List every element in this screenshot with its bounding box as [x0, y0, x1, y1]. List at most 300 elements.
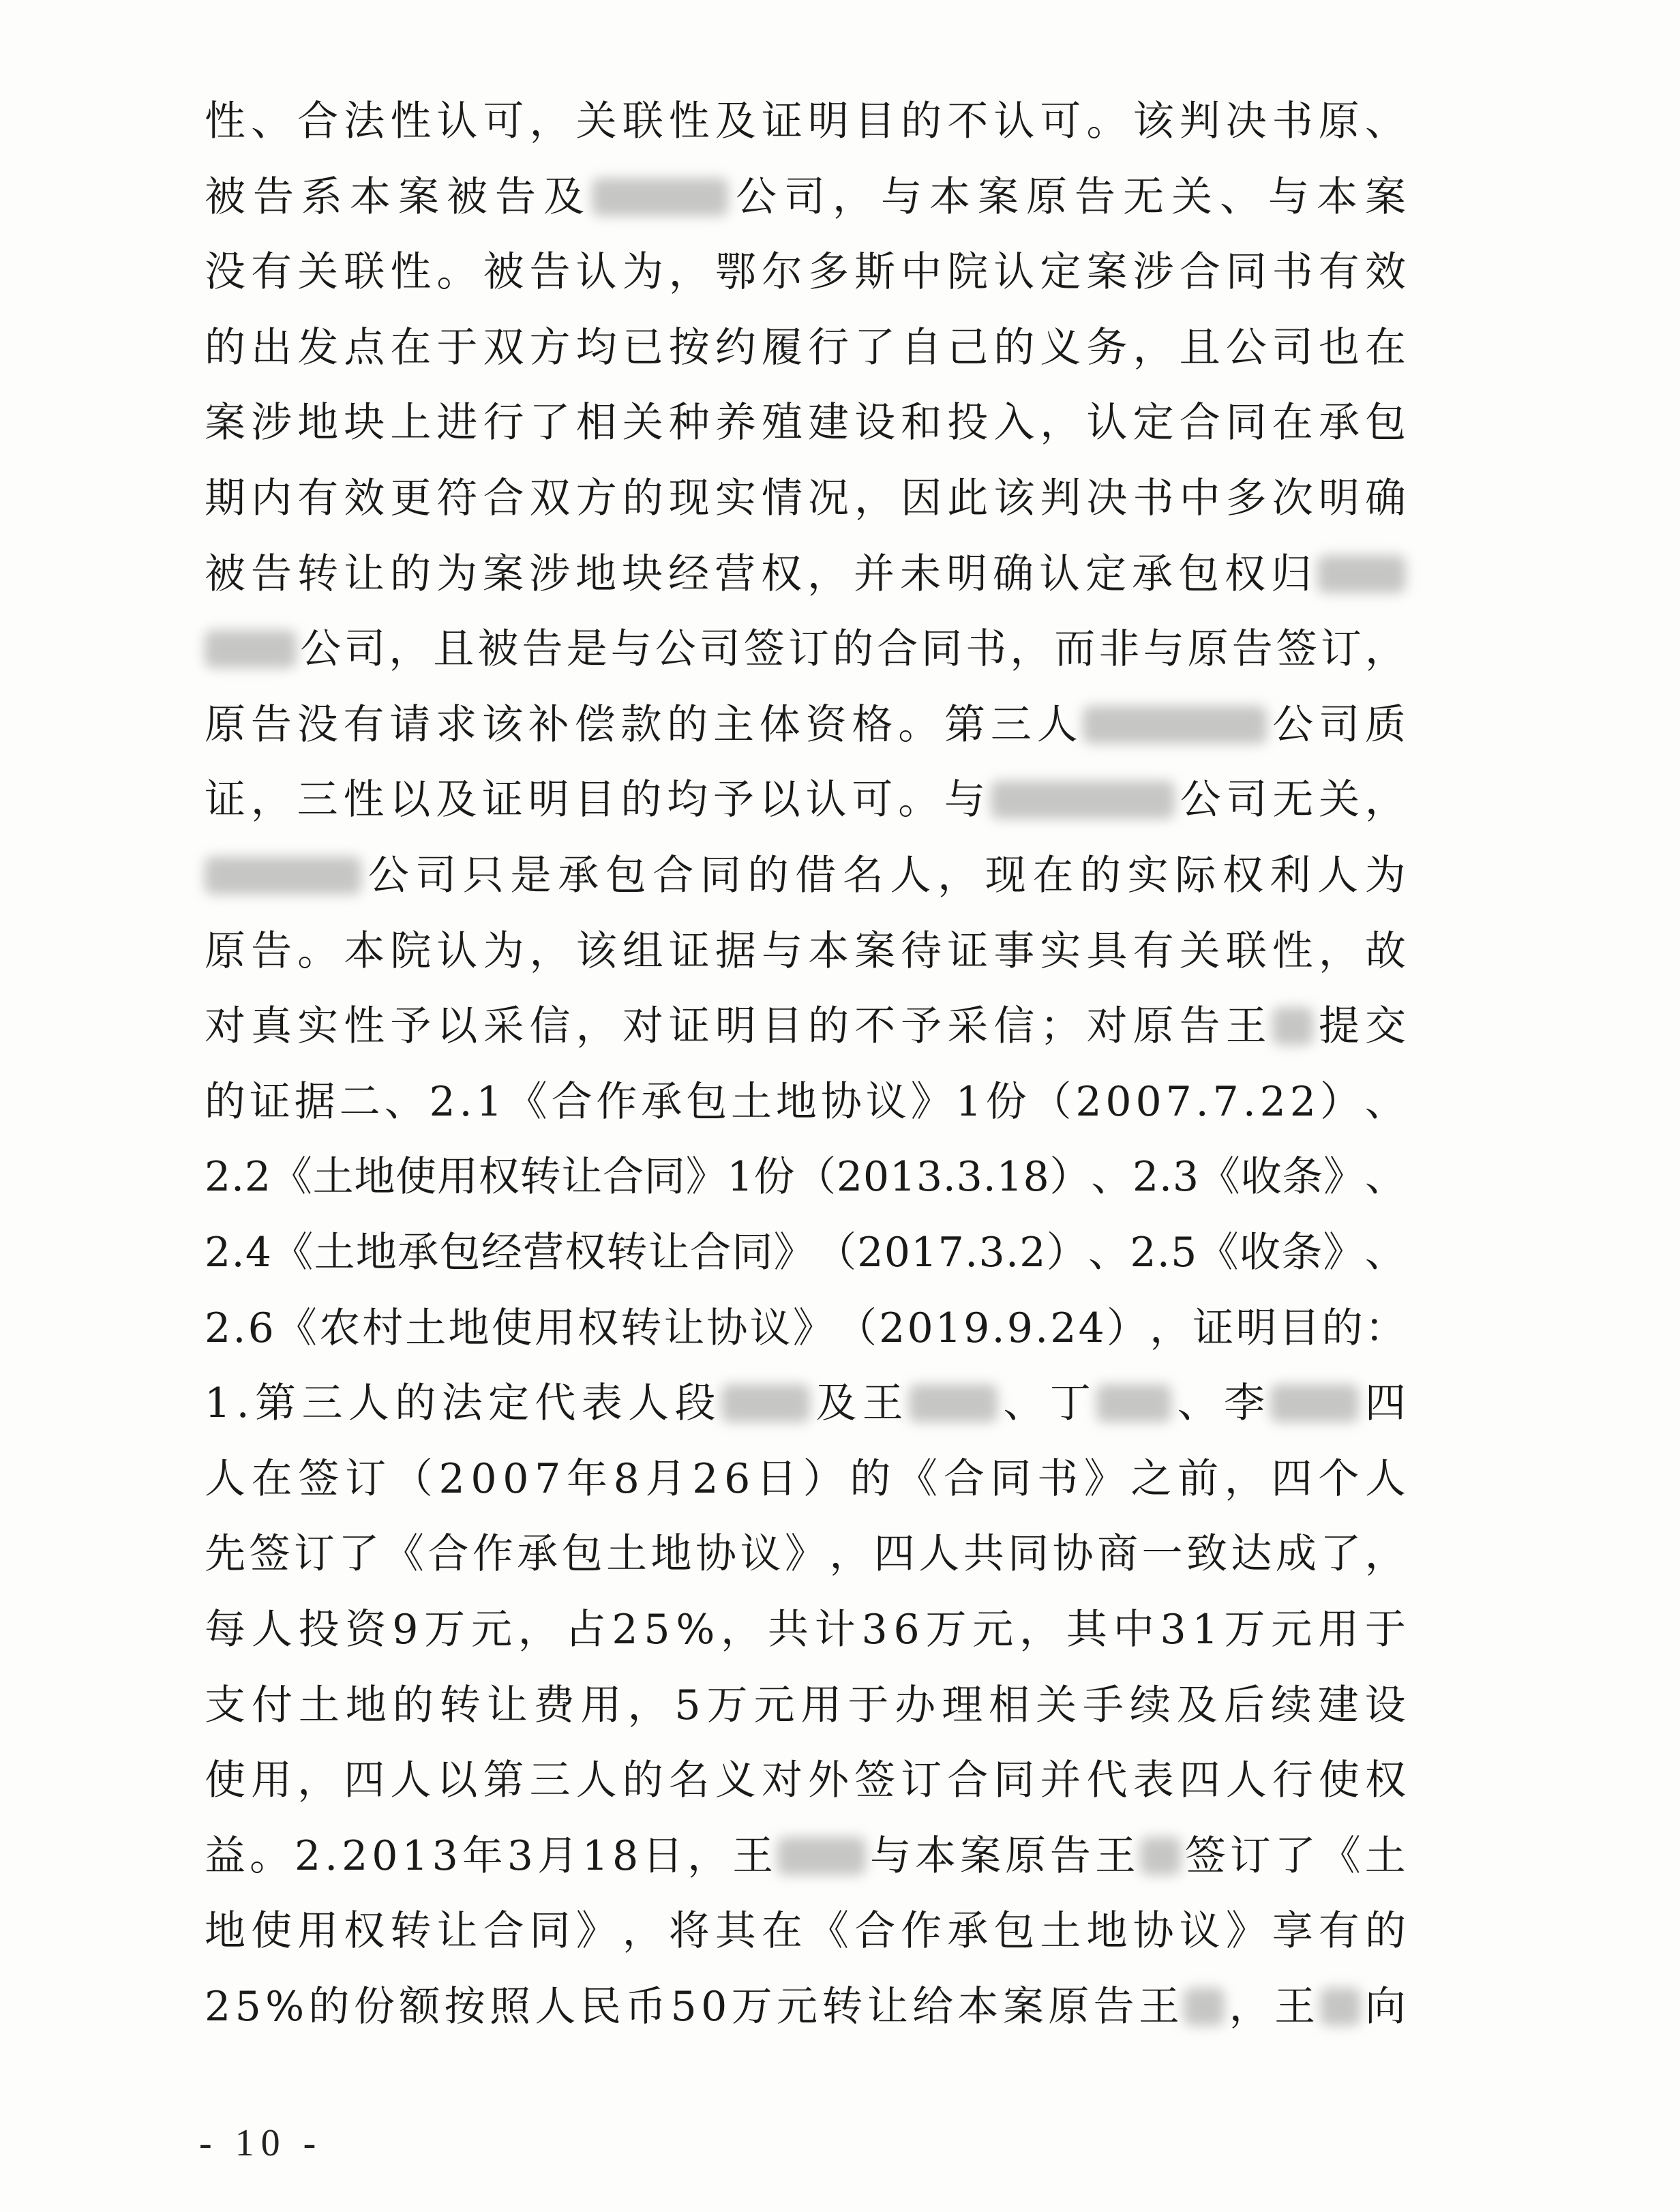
text-char: 用 — [436, 1153, 478, 1201]
text-char: 实 — [715, 475, 756, 522]
text-line — [205, 245, 1406, 299]
text-char: 及 — [715, 98, 756, 145]
text-char: . — [325, 1832, 338, 1880]
text-char: 行 — [1272, 1757, 1313, 1805]
text-char: 非 — [1098, 625, 1140, 674]
text-char: 系 — [301, 173, 342, 221]
text-char: 被 — [447, 173, 487, 221]
text-char: 明 — [1235, 1304, 1277, 1352]
text-char: 实 — [297, 1002, 339, 1051]
text-char: 1 — [935, 1304, 961, 1352]
text-char: 资 — [345, 1606, 387, 1654]
text-char: ， — [1364, 625, 1406, 674]
text-char: 期 — [205, 475, 245, 522]
text-char: 及 — [543, 173, 584, 221]
text-char: 已 — [622, 323, 663, 372]
text-char: 承 — [558, 852, 599, 899]
text-char: 投 — [298, 1606, 340, 1654]
text-char: ， — [1040, 399, 1081, 447]
text-char: 定 — [1085, 550, 1126, 598]
text-char: 的 — [1364, 1907, 1406, 1956]
text-char: 、 — [1364, 1077, 1406, 1126]
text-char: 订 — [1320, 625, 1362, 674]
text-char: 《 — [382, 1530, 424, 1579]
text-char: 认 — [805, 776, 847, 824]
text-char: 性 — [668, 98, 710, 145]
text-char: ， — [518, 1606, 559, 1654]
text-char: 养 — [715, 399, 756, 447]
text-char: （ — [815, 1229, 856, 1276]
text-char: 四 — [344, 1757, 385, 1805]
text-char: 符 — [436, 475, 478, 522]
text-char: 包 — [993, 1907, 1035, 1956]
redacted-name — [991, 781, 1175, 819]
text-char: 本 — [808, 927, 850, 975]
text-char: 为 — [1364, 852, 1406, 899]
text-char: 实 — [1040, 927, 1081, 975]
text-char: 7 — [937, 1229, 964, 1276]
text-char: 人 — [1364, 1454, 1406, 1503]
text-char: 第 — [944, 700, 985, 749]
text-char: 权 — [1225, 550, 1265, 598]
text-char: 双 — [529, 475, 571, 522]
text-char: （ — [1030, 1077, 1072, 1126]
text-char: 案 — [483, 550, 524, 598]
text-char: 表 — [581, 1379, 622, 1428]
text-char: 明 — [715, 1002, 756, 1051]
text-char: 行 — [808, 323, 850, 372]
text-char: 求 — [436, 700, 477, 749]
text-char: 5 — [1171, 1229, 1197, 1276]
text-line — [205, 547, 1406, 601]
text-char: 发 — [297, 323, 339, 372]
text-char: ） — [802, 1454, 844, 1503]
text-char: ， — [1150, 1304, 1191, 1352]
text-char: 信 — [529, 1002, 571, 1051]
text-char: 人 — [390, 1757, 432, 1805]
text-char: 合 — [877, 625, 918, 674]
text-char: 人 — [628, 1379, 670, 1428]
text-char: 及 — [436, 776, 477, 824]
text-char: 行 — [483, 399, 524, 447]
redacted-name — [1270, 1384, 1359, 1422]
text-char: 。 — [898, 776, 940, 824]
text-char: 原 — [1318, 98, 1360, 145]
text-char: 5 — [670, 1983, 697, 2031]
text-char: 使 — [395, 1153, 437, 1201]
text-char: 块 — [344, 399, 385, 447]
text-char: 使 — [205, 1757, 245, 1805]
text-char: 约 — [715, 323, 756, 372]
text-char: 目 — [854, 98, 896, 145]
text-char: 本 — [915, 1832, 957, 1880]
text-char: 万 — [925, 1606, 967, 1654]
text-char: 合 — [427, 1530, 469, 1579]
text-char: 名 — [668, 1757, 710, 1805]
text-char: 以 — [436, 1757, 478, 1805]
text-char: 3 — [507, 1832, 533, 1880]
text-char: 双 — [483, 323, 524, 372]
text-char: ， — [807, 550, 848, 598]
text-char: 代 — [535, 1379, 576, 1428]
text-char: 外 — [808, 1757, 850, 1805]
text-char: 日 — [642, 1832, 684, 1880]
text-char: 本 — [350, 173, 391, 221]
text-char: 证 — [1192, 1304, 1234, 1352]
text-char: 地 — [650, 1530, 692, 1579]
text-char: 原 — [1048, 1983, 1090, 2031]
text-char: 有 — [1318, 248, 1360, 297]
text-char: 。 — [1086, 98, 1128, 145]
text-char: . — [230, 1153, 245, 1201]
text-char: 是 — [510, 852, 552, 899]
text-char: 人 — [1317, 852, 1359, 899]
text-char: 院 — [390, 927, 432, 975]
text-char: 联 — [1225, 927, 1267, 975]
text-char: 的 — [667, 700, 708, 749]
text-char: 人 — [251, 1606, 292, 1654]
text-char: 包 — [439, 1229, 481, 1276]
text-char: 议 — [749, 1304, 791, 1352]
text-char: 性 — [1272, 927, 1313, 975]
text-char: 议 — [1179, 1907, 1220, 1956]
text-char: 1 — [955, 1077, 982, 1126]
text-char: 权 — [1222, 852, 1263, 899]
text-char: 的 — [1321, 1304, 1363, 1352]
text-char: 性 — [390, 98, 432, 145]
text-char: 证 — [668, 1002, 710, 1051]
text-char: 设 — [1364, 1681, 1406, 1729]
text-char: 人 — [918, 1530, 960, 1579]
text-char: 为 — [622, 248, 663, 297]
text-char: 个 — [1318, 1454, 1360, 1503]
text-char: 的 — [850, 1454, 891, 1503]
text-char: 相 — [989, 1681, 1030, 1729]
text-char: 据 — [294, 1077, 335, 1126]
text-char: 四 — [873, 1530, 915, 1579]
text-char: 向 — [1364, 1983, 1406, 2031]
text-char: 致 — [1186, 1530, 1227, 1579]
text-char: 1 — [889, 1153, 916, 1201]
text-char: 的 — [392, 1681, 434, 1729]
text-line — [205, 395, 1406, 450]
text-char: 认 — [993, 98, 1035, 145]
text-char: 条 — [1281, 1229, 1323, 1276]
text-char: 对 — [205, 1002, 245, 1051]
text-char: 人 — [1225, 1757, 1267, 1805]
text-char: 了 — [854, 323, 896, 372]
text-char: 3 — [1160, 1606, 1186, 1654]
text-char: 、 — [384, 1077, 425, 1126]
text-char: 认 — [1086, 399, 1128, 447]
text-char: 经 — [668, 550, 709, 598]
text-char: 》 — [1323, 1153, 1365, 1201]
text-char: 质 — [1364, 700, 1406, 749]
text-char: 2 — [1050, 1304, 1077, 1352]
text-char: 订 — [345, 1454, 387, 1503]
text-char: 了 — [1274, 1832, 1316, 1880]
text-char: 转 — [620, 1304, 662, 1352]
text-char: 1 — [911, 1229, 937, 1276]
text-char: 被 — [205, 173, 245, 221]
text-char: 真 — [251, 1002, 292, 1051]
text-char: 享 — [1272, 1907, 1313, 1956]
text-char: 0 — [907, 1304, 933, 1352]
text-char: 6 — [247, 1304, 274, 1352]
text-char: 实 — [1127, 852, 1169, 899]
text-char: ） — [1049, 1153, 1091, 1201]
text-char: 理 — [942, 1681, 983, 1729]
text-char: 将 — [668, 1907, 710, 1956]
text-char: 确 — [1364, 475, 1406, 522]
text-char: 此 — [947, 475, 989, 522]
text-char: 费 — [533, 1681, 575, 1729]
text-line — [205, 999, 1406, 1053]
text-char: 更 — [390, 475, 432, 522]
text-char: 民 — [580, 1983, 621, 2031]
text-char: 同 — [921, 625, 963, 674]
text-char: 告 — [250, 700, 292, 749]
text-char: 《 — [808, 1907, 850, 1956]
text-char: . — [942, 1153, 956, 1201]
text-char: 2 — [205, 1304, 231, 1352]
text-char: 3 — [432, 1832, 458, 1880]
text-char: 议 — [865, 1077, 907, 1126]
text-char: 书 — [1132, 475, 1174, 522]
text-char: 告 — [495, 173, 536, 221]
text-char: 均 — [667, 776, 708, 824]
text-char: 8 — [613, 1454, 640, 1503]
text-char: 地 — [575, 550, 616, 598]
text-char: 四 — [1364, 1379, 1406, 1428]
text-char: 法 — [441, 1379, 483, 1428]
text-char: 7 — [535, 1454, 561, 1503]
text-char: 月 — [645, 1454, 687, 1503]
text-char: 2 — [429, 1077, 455, 1126]
text-char: 证 — [205, 776, 245, 824]
text-char: 明 — [946, 550, 987, 598]
text-char: 涉 — [529, 550, 570, 598]
text-char: 该 — [481, 700, 523, 749]
text-char: 关 — [622, 399, 663, 447]
text-char: 没 — [205, 248, 245, 297]
text-char: 司 — [1319, 700, 1360, 749]
text-char: 请 — [389, 700, 431, 749]
text-char: ， — [1019, 1606, 1061, 1654]
text-char: . — [1005, 1229, 1019, 1276]
text-char: % — [265, 1983, 305, 2031]
text-char: 于 — [1364, 1606, 1406, 1654]
text-char: 2 — [205, 1229, 231, 1276]
text-char: 议 — [740, 1530, 781, 1579]
text-char: ， — [575, 1002, 617, 1051]
text-char: 7 — [1165, 1077, 1192, 1126]
text-char: 签 — [1184, 1832, 1226, 1880]
text-char: % — [676, 1606, 715, 1654]
text-char: 组 — [622, 927, 663, 975]
text-char: 相 — [575, 399, 617, 447]
text-char: 有 — [251, 248, 292, 297]
text-char: 份 — [353, 1983, 395, 2031]
text-char: 用 — [580, 1681, 622, 1729]
text-char: ， — [1010, 625, 1051, 674]
text-char: 村 — [362, 1304, 404, 1352]
text-char: 共 — [767, 1606, 809, 1654]
text-char: 用 — [534, 1304, 575, 1352]
text-char: 2 — [294, 1832, 321, 1880]
text-char: 现 — [668, 475, 710, 522]
text-char: 地 — [205, 1907, 245, 1956]
text-char: ； — [1040, 1002, 1081, 1051]
text-char: 原 — [1026, 173, 1067, 221]
text-char: 8 — [612, 1832, 639, 1880]
text-char: 照 — [490, 1983, 531, 2031]
text-char: 合 — [551, 1077, 592, 1126]
text-char: 合 — [1179, 399, 1220, 447]
text-char: 2 — [692, 1454, 719, 1503]
text-char: 元 — [753, 1681, 795, 1729]
text-char: 元 — [972, 1606, 1014, 1654]
text-char: 》 — [784, 1530, 826, 1579]
text-char: 关 — [1171, 173, 1212, 221]
text-char: 且 — [433, 625, 475, 674]
text-char: ， — [529, 98, 571, 145]
text-char: 以 — [389, 776, 431, 824]
text-char: 的 — [308, 1983, 350, 2031]
text-char: 第 — [255, 1379, 297, 1428]
text-char: 采 — [947, 1002, 989, 1051]
text-char: 签 — [854, 1757, 896, 1805]
text-char: 共 — [963, 1530, 1004, 1579]
text-char: 证 — [668, 927, 710, 975]
text-char: ） — [1106, 1304, 1148, 1352]
text-char: （ — [795, 1153, 837, 1201]
text-char: 占 — [565, 1606, 606, 1654]
text-char: 人 — [535, 1983, 576, 2031]
text-char: 》 — [1083, 1454, 1125, 1503]
text-char: 给 — [912, 1983, 954, 2031]
text-char: 己 — [947, 323, 989, 372]
text-char: 收 — [1239, 1229, 1280, 1276]
text-char: 土 — [314, 1229, 355, 1276]
text-char: 证 — [249, 1077, 290, 1126]
redacted-name — [1320, 1988, 1361, 2026]
text-char: 计 — [814, 1606, 856, 1654]
text-char: 告 — [529, 248, 571, 297]
text-char: 其 — [1066, 1606, 1107, 1654]
text-char: 法 — [344, 98, 385, 145]
text-char: 司 — [1272, 323, 1313, 372]
text-char: 告 — [253, 173, 294, 221]
text-char: ， — [829, 1530, 871, 1579]
text-char: 利 — [1270, 852, 1311, 899]
text-char: 3 — [978, 1229, 1005, 1276]
text-char: 情 — [761, 475, 802, 522]
text-char: 2 — [836, 1153, 863, 1201]
text-char: 借 — [795, 852, 837, 899]
redacted-name — [721, 1384, 810, 1422]
text-char: 人 — [348, 1379, 389, 1428]
text-char: 三 — [990, 700, 1032, 749]
text-char: ， — [668, 248, 710, 297]
text-char: 方 — [575, 475, 617, 522]
text-char: 权 — [478, 1153, 520, 1201]
text-char: 同 — [990, 1454, 1032, 1503]
text-char: 万 — [706, 1681, 748, 1729]
text-char: 万 — [424, 1606, 466, 1654]
text-char: 的 — [620, 776, 662, 824]
text-char: 四 — [1179, 1757, 1220, 1805]
text-char: 》 — [685, 1153, 727, 1201]
text-char: 续 — [1129, 1681, 1171, 1729]
text-char: 公 — [1225, 323, 1267, 372]
text-line — [205, 320, 1406, 375]
text-char: 每 — [205, 1606, 245, 1654]
text-char: 在 — [1032, 852, 1074, 899]
text-line — [205, 1527, 1406, 1581]
text-char: 同 — [732, 1229, 773, 1276]
text-char: 的 — [832, 625, 874, 674]
text-char: 该 — [993, 475, 1035, 522]
text-line — [205, 698, 1406, 752]
text-char: 同 — [700, 852, 741, 899]
text-char: 鄂 — [715, 248, 756, 297]
text-char: 2 — [1019, 1229, 1046, 1276]
text-char: ， — [832, 173, 873, 221]
text-char: 2 — [879, 1304, 905, 1352]
text-char: 一 — [1141, 1530, 1183, 1579]
text-char: 只 — [462, 852, 504, 899]
text-char: . — [1195, 1077, 1209, 1126]
text-char: 可 — [483, 98, 524, 145]
text-char: 因 — [901, 475, 942, 522]
text-char: 元 — [1271, 1606, 1312, 1654]
text-char: 的 — [622, 1757, 663, 1805]
text-char: 原 — [1187, 625, 1229, 674]
text-char: 块 — [622, 550, 663, 598]
text-char: 认 — [575, 248, 617, 297]
text-char: 定 — [488, 1379, 529, 1428]
text-char: 3 — [916, 1153, 943, 1201]
text-char: 与 — [881, 173, 922, 221]
text-line — [205, 622, 1406, 676]
text-char: 设 — [854, 399, 896, 447]
text-char: 四 — [1271, 1454, 1312, 1503]
text-char: 以 — [436, 1002, 478, 1051]
text-char: . — [1242, 1077, 1256, 1126]
text-char: 承 — [947, 1907, 989, 1956]
text-char: 承 — [517, 1530, 558, 1579]
text-char: 人 — [1036, 700, 1078, 749]
text-char: ， — [297, 1757, 339, 1805]
text-char: 条 — [1282, 1153, 1323, 1201]
text-char: 确 — [993, 550, 1034, 598]
text-char: 益 — [205, 1832, 245, 1880]
text-char: 案 — [959, 1832, 1001, 1880]
text-char: 元 — [470, 1606, 512, 1654]
text-char: 现 — [985, 852, 1026, 899]
text-char: ， — [250, 776, 292, 824]
text-char: 在 — [251, 1454, 292, 1503]
text-char: 包 — [686, 1077, 728, 1126]
text-char: 证 — [947, 927, 989, 975]
text-char: 、 — [1220, 173, 1261, 221]
text-char: 信 — [993, 1002, 1035, 1051]
text-char: 》 — [773, 1229, 815, 1276]
text-char: 》 — [792, 1304, 834, 1352]
text-char: 。 — [436, 248, 478, 297]
text-char: 的 — [1080, 852, 1121, 899]
